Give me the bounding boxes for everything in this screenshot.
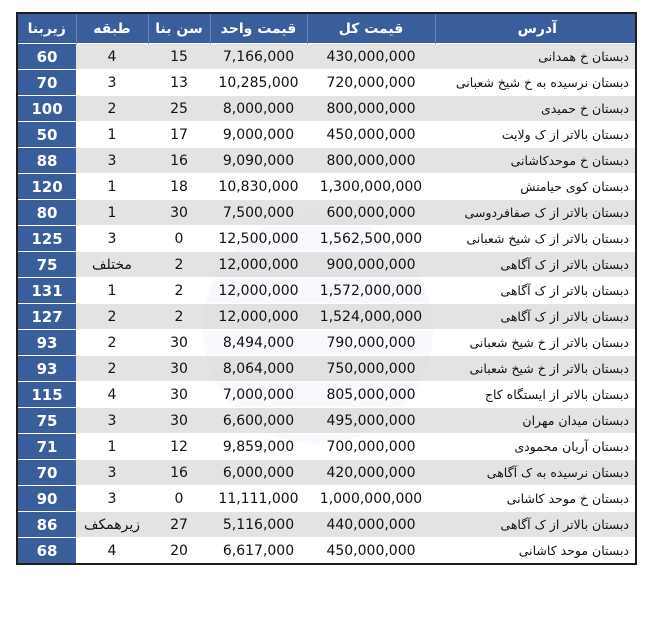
table-row: [18, 330, 637, 356]
cell-address: دبستان بالاتر از خ شیخ شعبانی: [435, 330, 637, 356]
table-row: [18, 174, 637, 200]
cell-total-price: 1,572,000,000: [307, 278, 435, 304]
table-row: [18, 96, 637, 122]
cell-unit-price: 8,000,000: [210, 96, 307, 122]
cell-age: 27: [148, 512, 210, 538]
header-age: سن بنا: [148, 14, 210, 44]
table-row: [18, 70, 637, 96]
cell-age: 15: [148, 44, 210, 70]
cell-total-price: 805,000,000: [307, 382, 435, 408]
cell-age: 12: [148, 434, 210, 460]
cell-address: دبستان آریان محمودی: [435, 434, 637, 460]
cell-age: 30: [148, 382, 210, 408]
cell-total-price: 800,000,000: [307, 96, 435, 122]
cell-unit-price: 6,617,000: [210, 538, 307, 564]
cell-floor: 3: [76, 148, 148, 174]
cell-area: 80: [18, 200, 76, 226]
table-row: [18, 408, 637, 434]
cell-age: 16: [148, 460, 210, 486]
cell-address: دبستان کوی حیامنش: [435, 174, 637, 200]
cell-age: 2: [148, 304, 210, 330]
cell-total-price: 600,000,000: [307, 200, 435, 226]
cell-floor: 3: [76, 408, 148, 434]
cell-floor: 2: [76, 96, 148, 122]
table-row: [18, 538, 637, 564]
table-row: [18, 44, 637, 70]
header-area: زیربنا: [18, 14, 76, 44]
cell-unit-price: 8,064,000: [210, 356, 307, 382]
cell-unit-price: 6,600,000: [210, 408, 307, 434]
cell-floor: 1: [76, 200, 148, 226]
header-total-price: قیمت کل: [307, 14, 435, 44]
cell-floor: 4: [76, 44, 148, 70]
cell-area: 75: [18, 408, 76, 434]
cell-unit-price: 9,000,000: [210, 122, 307, 148]
cell-address: دبستان میدان مهران: [435, 408, 637, 434]
cell-address: دبستان بالاتر از ک آگاهی: [435, 512, 637, 538]
cell-age: 13: [148, 70, 210, 96]
cell-unit-price: 8,494,000: [210, 330, 307, 356]
table-row: [18, 226, 637, 252]
cell-area: 70: [18, 70, 76, 96]
table-header-row: [18, 14, 637, 44]
cell-unit-price: 5,116,000: [210, 512, 307, 538]
cell-total-price: 900,000,000: [307, 252, 435, 278]
cell-area: 131: [18, 278, 76, 304]
cell-floor: 3: [76, 226, 148, 252]
cell-age: 30: [148, 200, 210, 226]
cell-floor: 2: [76, 356, 148, 382]
cell-area: 68: [18, 538, 76, 564]
cell-age: 0: [148, 486, 210, 512]
cell-floor: 2: [76, 330, 148, 356]
cell-unit-price: 7,166,000: [210, 44, 307, 70]
cell-address: دبستان نرسیده به خ شیخ شعبانی: [435, 70, 637, 96]
cell-total-price: 750,000,000: [307, 356, 435, 382]
cell-area: 120: [18, 174, 76, 200]
cell-unit-price: 12,000,000: [210, 278, 307, 304]
table-row: [18, 382, 637, 408]
cell-unit-price: 7,500,000: [210, 200, 307, 226]
cell-area: 115: [18, 382, 76, 408]
table-row: [18, 148, 637, 174]
cell-total-price: 1,562,500,000: [307, 226, 435, 252]
cell-area: 93: [18, 356, 76, 382]
cell-age: 2: [148, 252, 210, 278]
cell-address: دبستان بالاتر از ک شیخ شعبانی: [435, 226, 637, 252]
cell-unit-price: 6,000,000: [210, 460, 307, 486]
cell-unit-price: 12,000,000: [210, 252, 307, 278]
cell-area: 50: [18, 122, 76, 148]
cell-floor: 1: [76, 122, 148, 148]
table-row: [18, 122, 637, 148]
cell-address: دبستان موحد کاشانی: [435, 538, 637, 564]
cell-address: دبستان بالاتر از ک آگاهی: [435, 278, 637, 304]
cell-total-price: 430,000,000: [307, 44, 435, 70]
cell-floor: 3: [76, 460, 148, 486]
cell-age: 16: [148, 148, 210, 174]
cell-total-price: 420,000,000: [307, 460, 435, 486]
cell-floor: 4: [76, 538, 148, 564]
cell-unit-price: 10,285,000: [210, 70, 307, 96]
table-row: [18, 200, 637, 226]
cell-area: 70: [18, 460, 76, 486]
cell-total-price: 1,300,000,000: [307, 174, 435, 200]
cell-area: 125: [18, 226, 76, 252]
cell-address: دبستان نرسیده به ک آگاهی: [435, 460, 637, 486]
cell-address: دبستان بالاتر از ایستگاه کاج: [435, 382, 637, 408]
cell-unit-price: 12,000,000: [210, 304, 307, 330]
cell-floor: 4: [76, 382, 148, 408]
cell-unit-price: 9,859,000: [210, 434, 307, 460]
cell-area: 90: [18, 486, 76, 512]
cell-unit-price: 9,090,000: [210, 148, 307, 174]
cell-address: دبستان بالاتر از ک آگاهی: [435, 252, 637, 278]
table-row: [18, 434, 637, 460]
cell-unit-price: 10,830,000: [210, 174, 307, 200]
cell-area: 60: [18, 44, 76, 70]
cell-area: 93: [18, 330, 76, 356]
cell-area: 71: [18, 434, 76, 460]
cell-floor: 1: [76, 174, 148, 200]
cell-age: 17: [148, 122, 210, 148]
cell-total-price: 450,000,000: [307, 122, 435, 148]
table-row: [18, 460, 637, 486]
cell-area: 127: [18, 304, 76, 330]
cell-total-price: 440,000,000: [307, 512, 435, 538]
cell-age: 25: [148, 96, 210, 122]
cell-age: 20: [148, 538, 210, 564]
table-row: [18, 486, 637, 512]
cell-total-price: 1,524,000,000: [307, 304, 435, 330]
cell-address: دبستان خ حمیدی: [435, 96, 637, 122]
table-body: [18, 44, 637, 564]
cell-address: دبستان بالاتر از ک آگاهی: [435, 304, 637, 330]
cell-floor: مختلف: [76, 252, 148, 278]
cell-unit-price: 12,500,000: [210, 226, 307, 252]
cell-area: 88: [18, 148, 76, 174]
cell-total-price: 450,000,000: [307, 538, 435, 564]
cell-floor: 2: [76, 304, 148, 330]
cell-total-price: 720,000,000: [307, 70, 435, 96]
cell-address: دبستان خ موحد کاشانی: [435, 486, 637, 512]
header-address: آدرس: [435, 14, 637, 44]
cell-total-price: 1,000,000,000: [307, 486, 435, 512]
price-table: [18, 14, 637, 563]
cell-age: 30: [148, 408, 210, 434]
table-row: [18, 252, 637, 278]
table-row: [18, 278, 637, 304]
cell-address: دبستان خ همدانی: [435, 44, 637, 70]
cell-floor: زیرهمکف: [76, 512, 148, 538]
cell-floor: 3: [76, 486, 148, 512]
cell-total-price: 495,000,000: [307, 408, 435, 434]
cell-area: 86: [18, 512, 76, 538]
header-floor: طبقه: [76, 14, 148, 44]
cell-floor: 1: [76, 278, 148, 304]
price-table-container: [16, 12, 637, 565]
cell-floor: 1: [76, 434, 148, 460]
cell-address: دبستان خ موحدکاشانی: [435, 148, 637, 174]
cell-age: 18: [148, 174, 210, 200]
cell-total-price: 800,000,000: [307, 148, 435, 174]
cell-unit-price: 11,111,000: [210, 486, 307, 512]
cell-area: 75: [18, 252, 76, 278]
cell-area: 100: [18, 96, 76, 122]
cell-total-price: 700,000,000: [307, 434, 435, 460]
table-row: [18, 512, 637, 538]
table-row: [18, 356, 637, 382]
cell-age: 30: [148, 356, 210, 382]
header-unit-price: قیمت واحد: [210, 14, 307, 44]
cell-total-price: 790,000,000: [307, 330, 435, 356]
cell-floor: 3: [76, 70, 148, 96]
table-row: [18, 304, 637, 330]
cell-address: دبستان بالاتر از ک صفافردوسی: [435, 200, 637, 226]
cell-age: 30: [148, 330, 210, 356]
cell-age: 2: [148, 278, 210, 304]
cell-unit-price: 7,000,000: [210, 382, 307, 408]
cell-address: دبستان بالاتر از خ شیخ شعبانی: [435, 356, 637, 382]
cell-address: دبستان بالاتر از ک ولایت: [435, 122, 637, 148]
cell-age: 0: [148, 226, 210, 252]
